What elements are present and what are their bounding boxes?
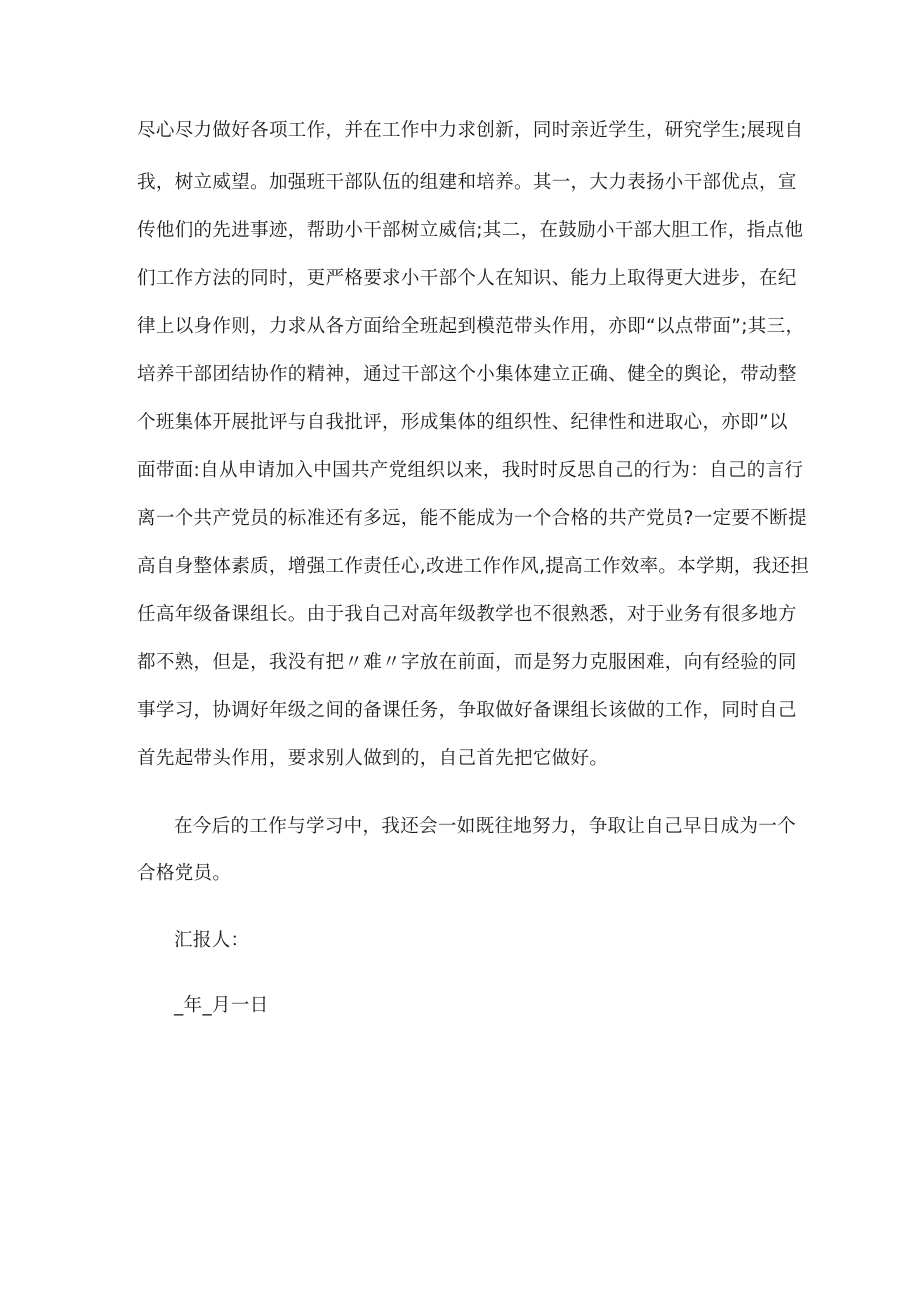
paragraph1-line-12: 都不熟，但是，我没有把〃难〃字放在前面，而是努力克服困难，向有经验的同 <box>137 652 797 673</box>
paragraph1-line-4: 们工作方法的同时，更严格要求小干部个人在知识、能力上取得更大进步，在纪 <box>137 268 797 289</box>
paragraph1-line-14: 首先起带头作用，要求别人做到的，自己首先把它做好。 <box>137 748 609 769</box>
paragraph2-line-1: 在今后的工作与学习中，我还会一如既往地努力，争取让自己早日成为一个 <box>174 816 797 837</box>
paragraph1-line-11: 任高年级备课组长。由于我自己对高年级教学也不很熟悉，对于业务有很多地方 <box>137 604 797 625</box>
date-line: _年_月一日 <box>174 995 269 1016</box>
paragraph1-line-13: 事学习，协调好年级之间的备课任务，争取做好备课组长该做的工作，同时自己 <box>137 700 797 721</box>
paragraph1-line-3: 传他们的先进事迹，帮助小干部树立威信;其二，在鼓励小干部大胆工作，指点他 <box>137 220 804 241</box>
paragraph1-line-5: 律上以身作则，力求从各方面给全班起到模范带头作用，亦即“以点带面”;其三， <box>137 316 805 337</box>
reporter-label: 汇报人： <box>174 930 250 951</box>
paragraph1-line-9: 离一个共产党员的标准还有多远，能不能成为一个合格的共产党员?一定要不断提 <box>137 508 807 529</box>
paragraph2-line-2: 合格党员。 <box>137 863 232 884</box>
paragraph1-line-2: 我，树立威望。加强班干部队伍的组建和培养。其一，大力表扬小干部优点，宣 <box>137 172 797 193</box>
paragraph1-line-8: 面带面:自从申请加入中国共产党组织以来，我时时反思自己的行为：自己的言行 <box>137 460 804 481</box>
paragraph1-line-10: 高自身整体素质，增强工作责任心,改进工作作风,提高工作效率。本学期，我还担 <box>137 556 810 577</box>
paragraph1-line-1: 尽心尽力做好各项工作，并在工作中力求创新，同时亲近学生，研究学生;展现自 <box>137 120 804 141</box>
paragraph1-line-7: 个班集体开展批评与自我批评，形成集体的组织性、纪律性和进取心，亦即”以 <box>137 412 788 433</box>
paragraph1-line-6: 培养干部团结协作的精神，通过干部这个小集体建立正确、健全的舆论，带动整 <box>137 364 797 385</box>
